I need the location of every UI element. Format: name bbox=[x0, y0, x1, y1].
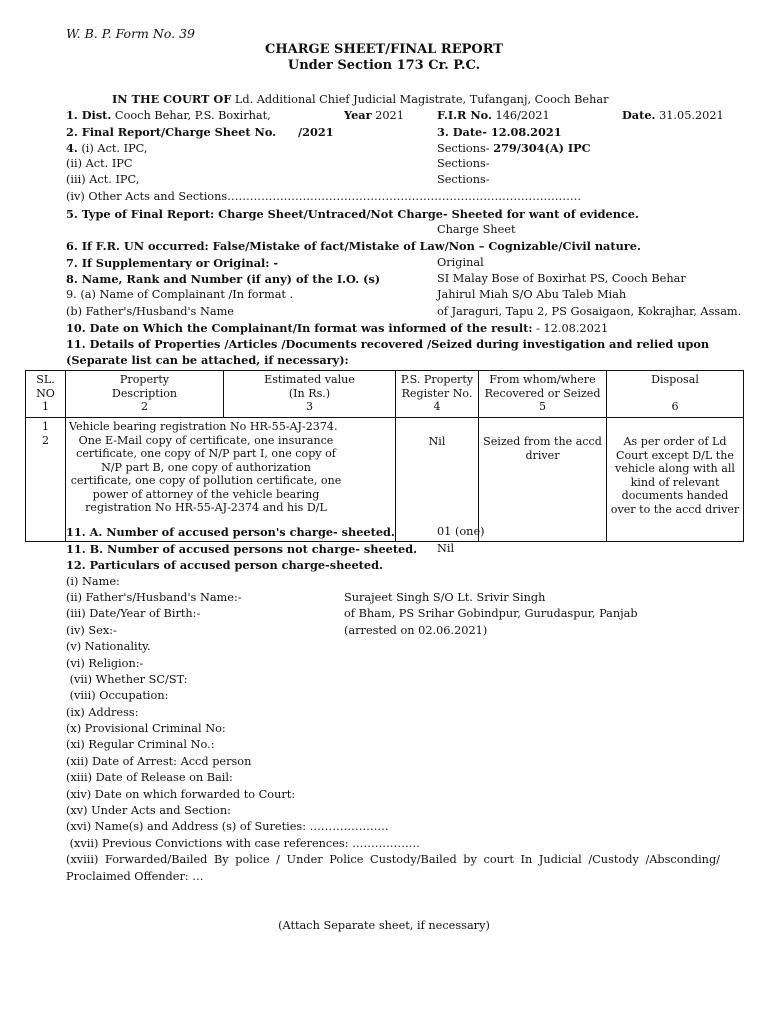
court-label: IN THE COURT OF bbox=[112, 92, 232, 106]
cell-description bbox=[66, 418, 396, 542]
particular-provisional-no: (x) Provisional Criminal No: bbox=[66, 722, 226, 735]
accused-charged-value: 01 (one) bbox=[437, 525, 485, 538]
other-acts-line: (iv) Other Acts and Sections…………………………………………………………………………………. bbox=[66, 190, 581, 203]
final-report-type: 5. Type of Final Report: Charge Sheet/Untraced/Not Charge- Sheeted for want of evidence. bbox=[66, 207, 639, 221]
particular-acts: (xv) Under Acts and Section: bbox=[66, 804, 231, 817]
particular-arrest-date: (xii) Date of Arrest: Accd person bbox=[66, 755, 252, 768]
cell-sl: 1 2 bbox=[26, 418, 66, 542]
table-row bbox=[26, 418, 744, 542]
fir-field: F.I.R No. 146/2021 bbox=[437, 108, 550, 122]
footer-note: (Attach Separate sheet, if necessary) bbox=[278, 919, 490, 932]
properties-heading: 11. Details of Properties /Articles /Documents recovered /Seized during investigation and relied upon bbox=[66, 337, 710, 351]
particular-regular-no: (xi) Regular Criminal No.: bbox=[66, 738, 215, 751]
complainant-value: Jahirul Miah S/O Abu Taleb Miah bbox=[437, 288, 627, 301]
supplementary-label: 7. If Supplementary or Original: - bbox=[66, 256, 279, 270]
accused-not-charged-label: 11. B. Number of accused persons not charge- sheeted. bbox=[66, 542, 418, 556]
accused-charged-label: 11. A. Number of accused person's charge- sheeted. bbox=[66, 525, 395, 539]
report-number-label: 2. Final Report/Charge Sheet No. bbox=[66, 125, 277, 139]
col-header-register: P.S. Property Register No. 4 bbox=[396, 371, 479, 418]
particular-birth: (iii) Date/Year of Birth:- bbox=[66, 607, 201, 620]
act-line-3: (iii) Act. IPC, bbox=[66, 173, 140, 186]
proclaimed-offender-line: Proclaimed Offender: … bbox=[66, 870, 204, 883]
col-header-value: Estimated value (In Rs.) 3 bbox=[224, 371, 396, 418]
court-name: Ld. Additional Chief Judicial Magistrate, Tufanganj, Cooch Behar bbox=[234, 93, 609, 106]
properties-table bbox=[25, 370, 744, 542]
cell-from: Seized from the accd driver bbox=[479, 418, 607, 542]
document-subtitle: Under Section 173 Cr. P.C. bbox=[287, 58, 481, 73]
cell-register: Nil bbox=[396, 418, 479, 542]
io-label: 8. Name, Rank and Number (if any) of the I.O. (s) bbox=[66, 272, 381, 286]
particular-name: (i) Name: bbox=[66, 575, 120, 588]
particular-address: (ix) Address: bbox=[66, 706, 139, 719]
sections-line-3: Sections- bbox=[437, 173, 490, 186]
table-header-row bbox=[26, 371, 744, 418]
particular-sureties: (xvi) Name(s) and Address (s) of Sureties: ………………… bbox=[66, 820, 389, 833]
complainant-address: of Jaraguri, Tapu 2, PS Gosaigaon, Kokrajhar, Assam. bbox=[437, 305, 742, 318]
document-title: CHARGE SHEET/FINAL REPORT bbox=[265, 42, 503, 57]
informed-date-line: 10. Date on Which the Complainant/In format was informed of the result: - 12.08.2021 bbox=[66, 321, 609, 335]
particular-father-name: (ii) Father's/Husband's Name:- bbox=[66, 591, 242, 604]
description-item-1: Vehicle bearing registration No HR-55-AJ-2374. bbox=[69, 420, 338, 433]
particular-convictions: (xvii) Previous Convictions with case references: ……………… bbox=[66, 837, 420, 850]
accused-arrest-note: (arrested on 02.06.2021) bbox=[344, 624, 488, 637]
date-field: Date. 31.05.2021 bbox=[622, 108, 724, 122]
father-name-label: (b) Father's/Husband's Name bbox=[66, 305, 234, 318]
forwarded-bailed-line: (xviii) Forwarded/Bailed By police / Under Police Custody/Bailed by court In Judicial /Custody /Absconding/ bbox=[66, 853, 720, 866]
particular-forward-date: (xiv) Date on which forwarded to Court: bbox=[66, 788, 296, 801]
act-line-1: 4. (i) Act. IPC, bbox=[66, 141, 148, 155]
district-field: 1. Dist. Cooch Behar, P.S. Boxirhat, bbox=[66, 108, 271, 122]
sections-line-1: Sections- 279/304(A) IPC bbox=[437, 141, 591, 155]
form-number: W. B. P. Form No. 39 bbox=[66, 26, 195, 41]
report-date-field: 3. Date- 12.08.2021 bbox=[437, 125, 562, 139]
description-item-2: One E-Mail copy of certificate, one insurance certificate, one copy of N/P part I, one copy of N/P part B, one copy of authorization certificate, one copy of pollution certificate, one power of attorney of the vehicle bearing registration No HR-55-AJ-2374 and his D/L bbox=[70, 433, 342, 514]
act-line-2: (ii) Act. IPC bbox=[66, 157, 133, 170]
accused-address: of Bham, PS Srihar Gobindpur, Gurudaspur, Panjab bbox=[344, 607, 638, 620]
particular-release-date: (xiii) Date of Release on Bail: bbox=[66, 771, 233, 784]
cell-disposal: As per order of Ld Court except D/L the vehicle along with all kind of relevant documents handed over to the accd driver bbox=[607, 418, 744, 542]
court-line bbox=[112, 92, 608, 107]
particulars-heading: 12. Particulars of accused person charge-sheeted. bbox=[66, 558, 383, 572]
particular-religion: (vi) Religion:- bbox=[66, 657, 144, 670]
year-field: Year 2021 bbox=[344, 108, 404, 122]
particular-sex: (iv) Sex:- bbox=[66, 624, 117, 637]
sections-line-2: Sections- bbox=[437, 157, 490, 170]
io-value: SI Malay Bose of Boxirhat PS, Cooch Behar bbox=[437, 272, 686, 285]
complainant-label: 9. (a) Name of Complainant /In format . bbox=[66, 288, 294, 301]
fr-unoccurred-line: 6. If F.R. UN occurred: False/Mistake of fact/Mistake of Law/Non – Cognizable/Civil nature. bbox=[66, 239, 641, 253]
col-header-description: Property Description 2 bbox=[66, 371, 224, 418]
particular-nationality: (v) Nationality. bbox=[66, 640, 151, 653]
supplementary-value: Original bbox=[437, 256, 484, 269]
accused-name: Surajeet Singh S/O Lt. Srivir Singh bbox=[344, 591, 546, 604]
particular-scst: (vii) Whether SC/ST: bbox=[66, 673, 188, 686]
col-header-sl: SL. NO 1 bbox=[26, 371, 66, 418]
accused-not-charged-value: Nil bbox=[437, 542, 455, 555]
col-header-disposal: Disposal 6 bbox=[607, 371, 744, 418]
properties-note: (Separate list can be attached, if necessary): bbox=[66, 353, 349, 367]
final-report-type-value: Charge Sheet bbox=[437, 223, 516, 236]
particular-occupation: (viii) Occupation: bbox=[66, 689, 169, 702]
col-header-from: From whom/where Recovered or Seized 5 bbox=[479, 371, 607, 418]
report-number-value: /2021 bbox=[298, 125, 334, 139]
